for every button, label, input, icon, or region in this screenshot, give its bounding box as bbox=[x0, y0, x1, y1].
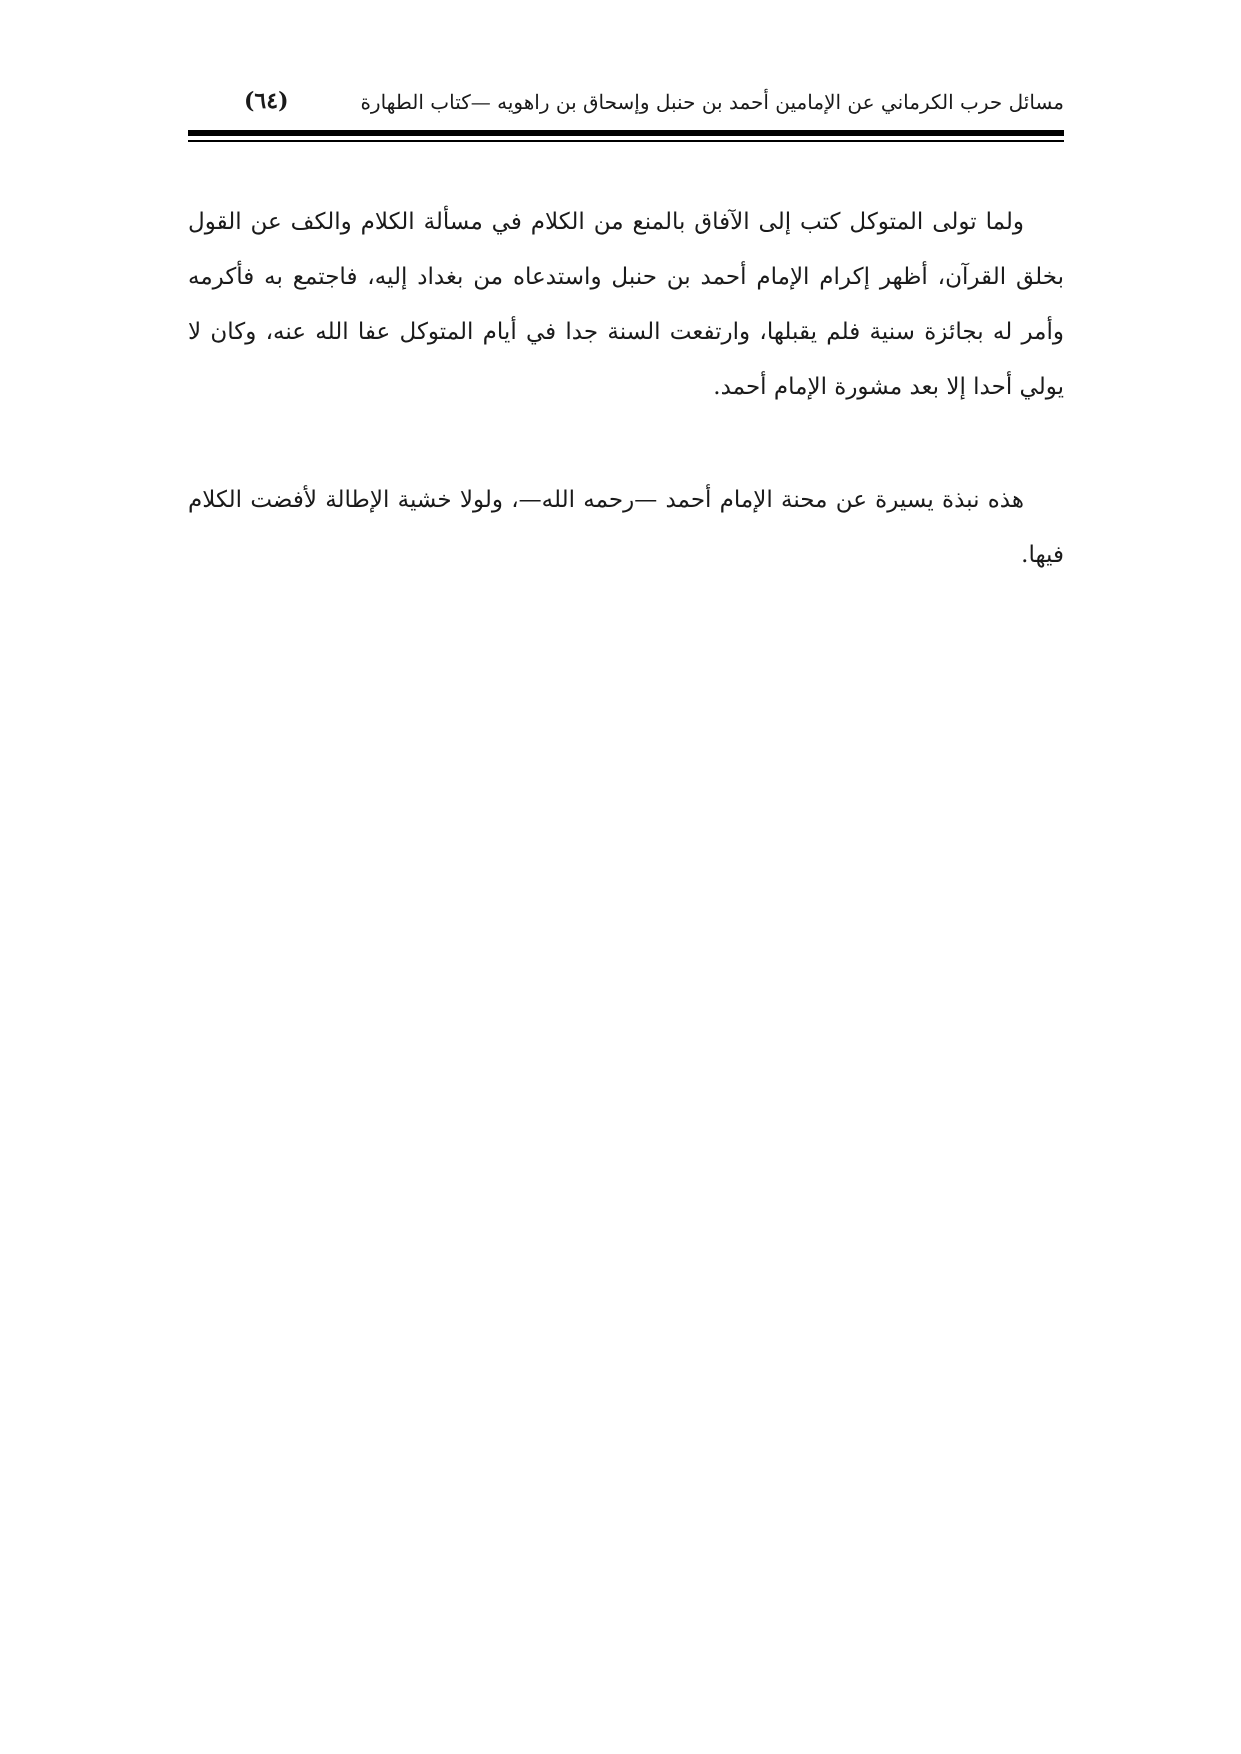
running-header-title: مسائل حرب الكرماني عن الإمامين أحمد بن حنبل وإسحاق بن راهويه —كتاب الطهارة bbox=[360, 90, 1064, 114]
header-rule-thick bbox=[188, 130, 1064, 136]
paragraph: ولما تولى المتوكل كتب إلى الآفاق بالمنع من الكلام في مسألة الكلام والكف عن القول بخلق القرآن، أظهر إكرام الإمام أحمد بن حنبل واستدعاه من بغداد إليه، فاجتمع به فأكرمه وأمر له بجائزة سنية فلم يقبلها، وارتفعت السنة جدا في أيام المتوكل عفا الله عنه، وكان لا يولي أحدا إلا بعد مشورة الإمام أحمد. bbox=[188, 209, 1064, 400]
page-number: (٦٤) bbox=[244, 88, 289, 114]
running-header bbox=[188, 84, 1064, 124]
header-rule-thin bbox=[188, 140, 1064, 142]
paragraph-1-block bbox=[188, 195, 1064, 415]
paragraph-2-block bbox=[188, 473, 1064, 583]
paragraph: هذه نبذة يسيرة عن محنة الإمام أحمد —رحمه الله—، ولولا خشية الإطالة لأفضت الكلام فيها. bbox=[188, 487, 1064, 568]
